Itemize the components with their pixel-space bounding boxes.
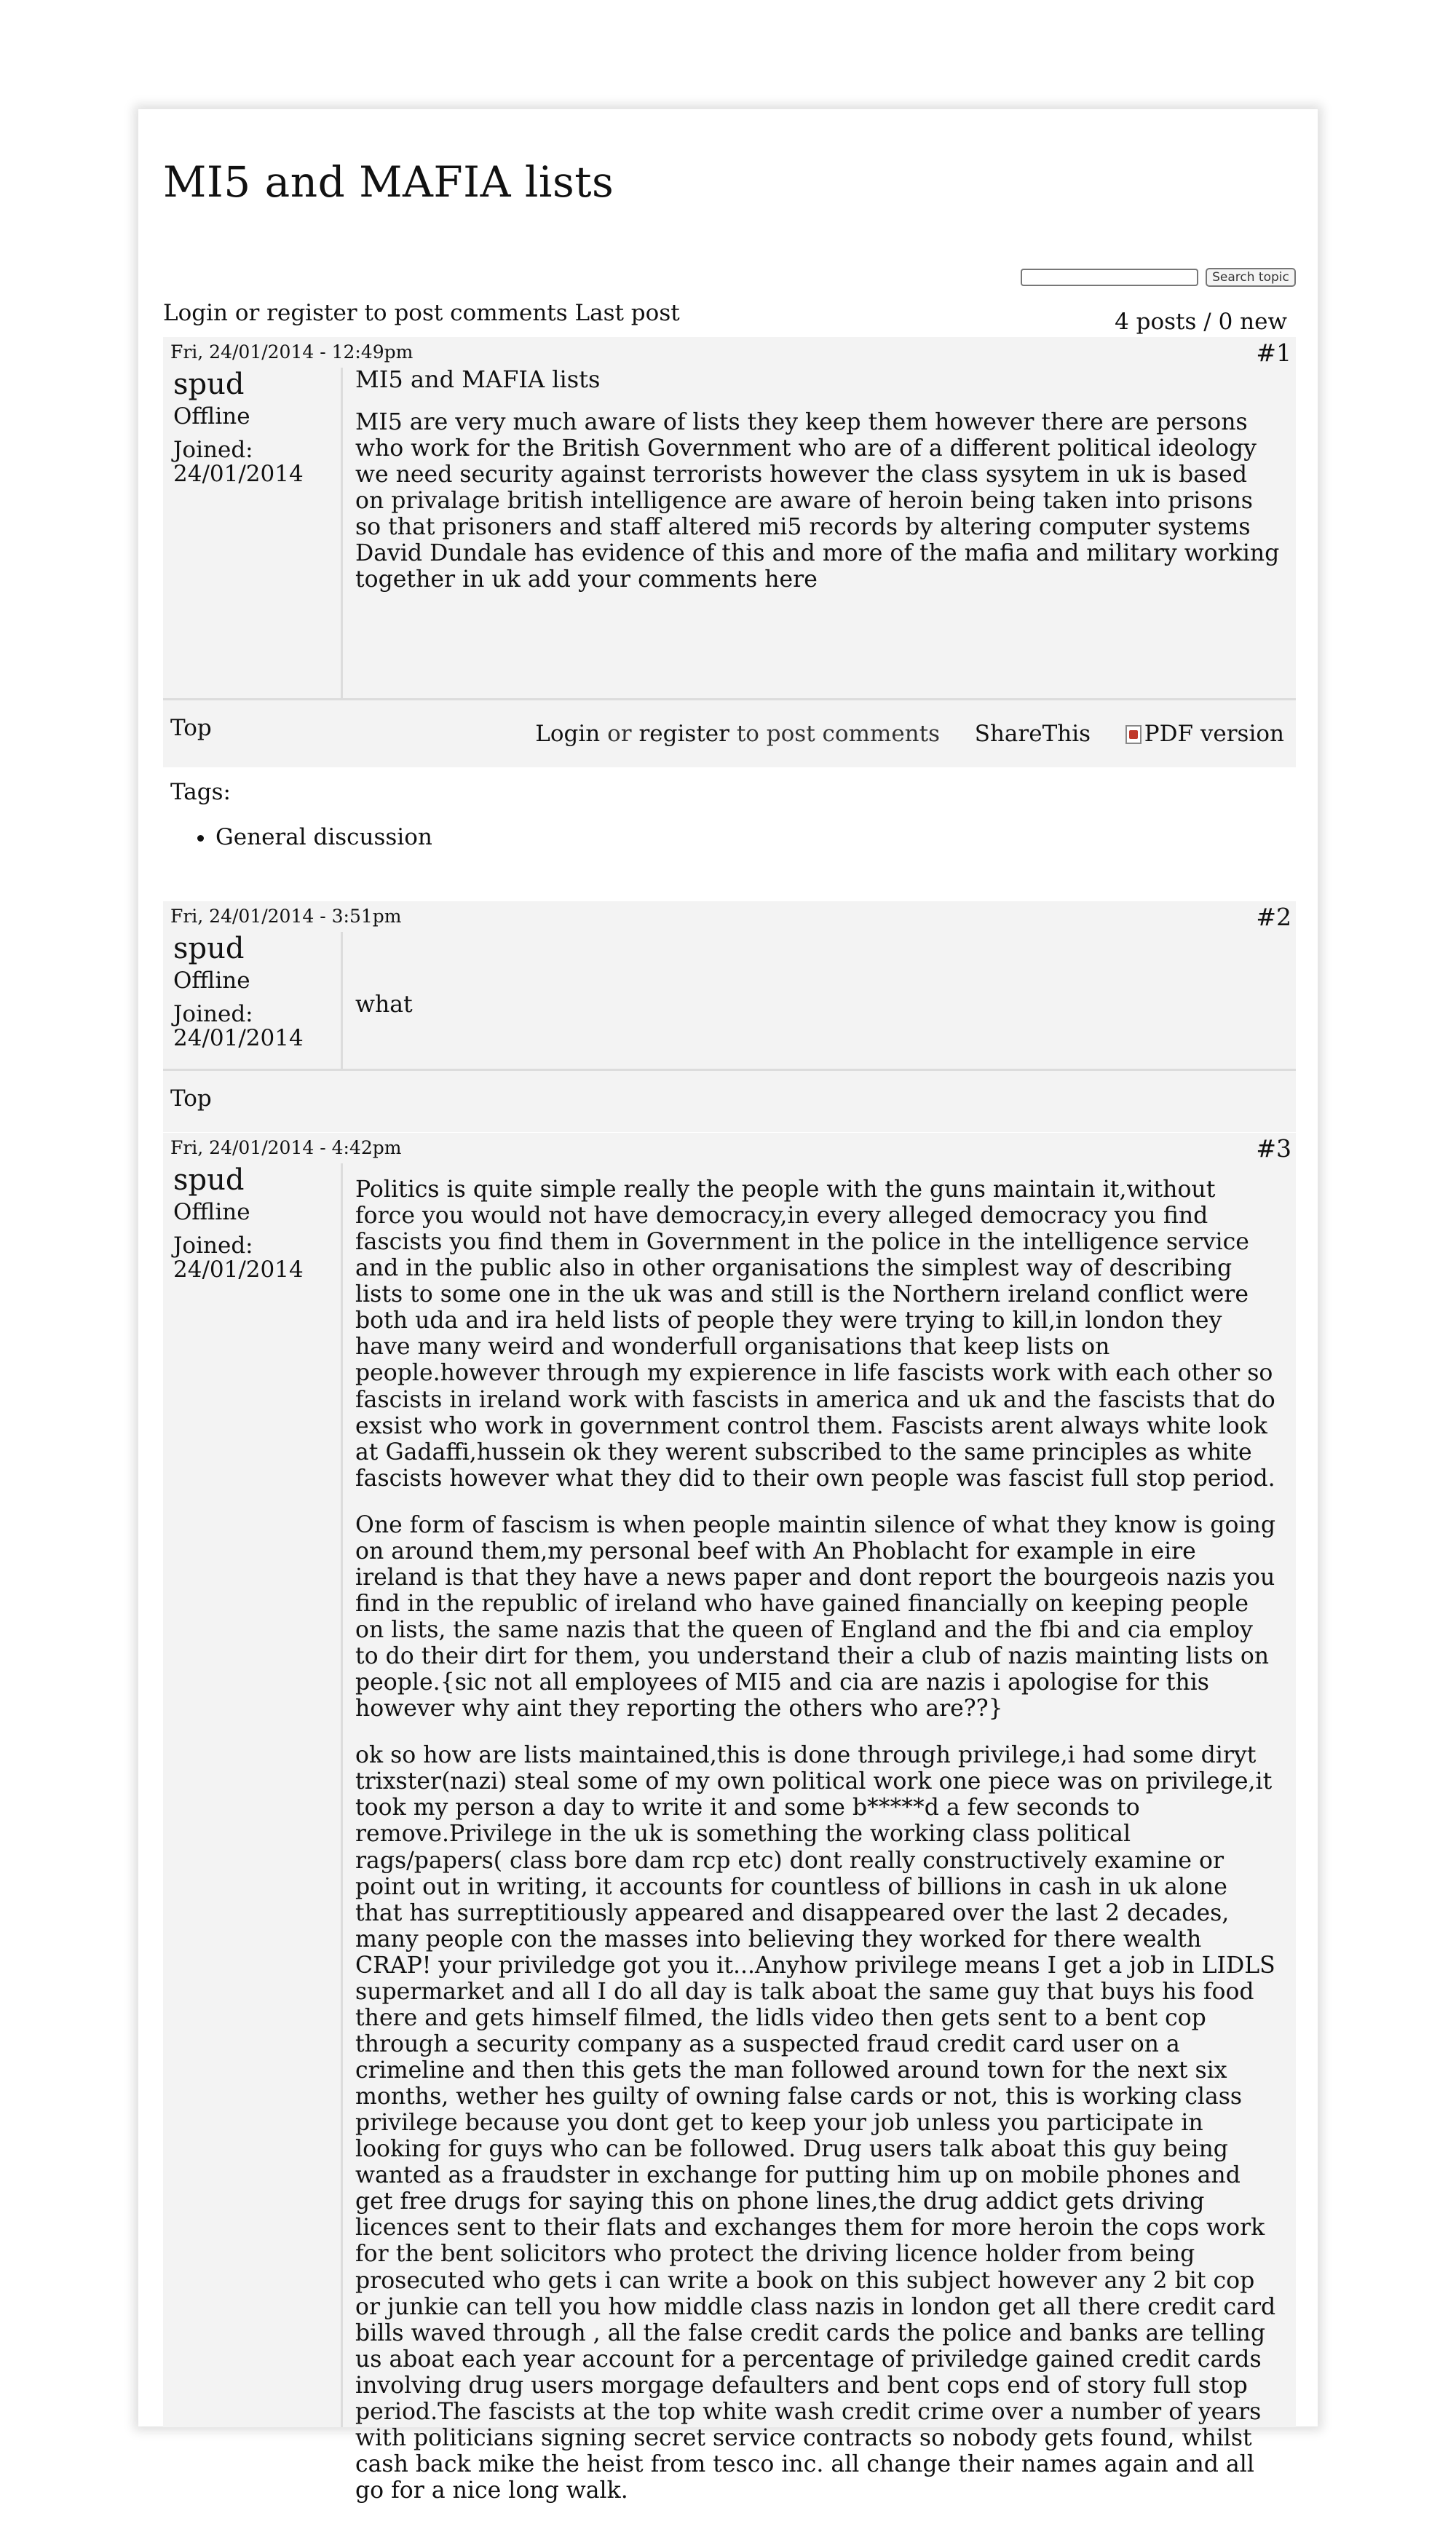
pdf-icon[interactable] (1125, 725, 1142, 744)
joined-label: Joined: (173, 1232, 253, 1259)
post-number[interactable]: #3 (1256, 1134, 1291, 1163)
joined-date: 24/01/2014 (173, 461, 304, 488)
author-name[interactable]: spud (173, 1163, 245, 1197)
post-title: MI5 and MAFIA lists (355, 365, 601, 393)
top-link[interactable]: Top (170, 715, 212, 741)
joined-label: Joined: (173, 436, 253, 463)
tags-label: Tags: (170, 779, 231, 805)
post-2-footer (163, 1069, 1296, 1132)
joined-date: 24/01/2014 (173, 1257, 304, 1283)
post-1 (163, 337, 1296, 698)
post-body (355, 366, 1280, 613)
search-topic-button[interactable]: Search topic (1206, 268, 1296, 287)
post-count: 4 posts / 0 new (1115, 309, 1287, 335)
post-links (535, 721, 1284, 747)
author-status: Offline (173, 403, 250, 430)
pdf-version-link[interactable]: PDF version (1144, 721, 1284, 747)
post-1-footer (163, 698, 1296, 767)
author-name[interactable]: spud (173, 368, 245, 401)
post-date: Fri, 24/01/2014 - 4:42pm (170, 1137, 402, 1158)
author-status: Offline (173, 968, 250, 994)
page-title: MI5 and MAFIA lists (163, 157, 614, 207)
topic-header-row (163, 300, 1296, 335)
post-paragraph: One form of fascism is when people maintin silence of what they know is going on around them,my personal beef with An Phoblacht for example in eire ireland is that they have a news paper and dont report the bourgeois nazis you find in the republic of ireland who have gained financially on keeping people on lists, the same nazis that the queen of England and the fbi and cia employ to do their dirt for them, you understand their a club of nazis mainting lists on people.{sic not all employees of MI5 and cia are nazis i apologise for this however why aint they reporting the others who are??} (355, 1511, 1275, 1722)
login-register-text[interactable]: Login or register to post comments Last post (163, 300, 680, 326)
to-post-text: to post comments (736, 721, 941, 747)
joined-label: Joined: (173, 1000, 253, 1027)
post-number[interactable]: #1 (1256, 339, 1291, 367)
post-paragraph: what (355, 992, 413, 1018)
post-author (173, 1165, 341, 1283)
post-paragraph: Politics is quite simple really the people with the guns maintain it,without force you would not have democracy,in every alleged democracy you find fascists you find them in Government in the police in the intelligence service and in the public also in other organisations the simplest way of describing lists to some one in the uk was and still is the Northern ireland conflict were both uda and ira held lists of people they were trying to kill,in london they have many weird and wonderfull organisations that keep lists on people.however through my expierence in life fascists work with each other so fascists in ireland work with fascists in america and uk and the fascists that do exsist who work in government control them. Fascists arent always white look at Gadaffi,hussein ok they werent subscribed to the same principles as white fascists however what they did to their own people was fascist full stop period. (355, 1176, 1275, 1492)
post-body (355, 992, 1280, 1038)
author-status: Offline (173, 1199, 250, 1226)
post-date: Fri, 24/01/2014 - 12:49pm (170, 341, 414, 363)
login-link[interactable]: Login (535, 721, 601, 747)
sharethis-link[interactable]: ShareThis (974, 721, 1091, 747)
post-2 (163, 901, 1296, 1069)
post-paragraph: ok so how are lists maintained,this is done through privilege,i had some diryt trixster(nazi) steal some of my own political work one piece was on privilege,it took my person a day to write it and some b*****d a few seconds to remove.Privilege in the uk is something the working class political rags/papers( class bore dam rcp etc) dont really constructively examine or point out in writing, it accounts for countless of billions in cash in uk alone that has surreptitiously appeared and disappeared over the last 2 decades, many people con the masses into believing they worked for there wealth CRAP! your priviledge got you it...Anyhow privilege means I get a job in LIDLS supermarket and all I do all day is talk aboat the same guy that buys his food there and gets himself filmed, the lidls video then gets sent to a bent cop through a security company as a suspected fraud credit card user on a crimeline and then this gets the man followed around town for the next six months, wether hes guilty of owning false cards or not, this is working class privilege because you dont get to keep your job unless you participate in looking for guys who can be followed. Drug users talk aboat this guy being wanted as a fraudster in exchange for putting him up on mobile phones and get free drugs for saying this on phone lines,the drug addict gets driving licences sent to their flats and exchanges them for more heroin the cops work for the bent solicitors who protect the driving licence holder from being prosecuted who gets i can write a book on this subject however any 2 bit cop or junkie can tell you how middle class nazis in london get all there credit card bills waved through , all the false credit cards the police and banks are telling us aboat each year account for a percentage of priviledge gained credit cards involving drug users morgage defaulters and bent cops end of story full stop period.The fascists at the top white wash credit crime over a number of years with politicians signing secret service contracts so nobody gets found, whilst cash back mike the heist from tesco inc. all change their names again and all go for a nice long walk. (355, 1742, 1276, 2504)
post-author (173, 369, 341, 487)
tags-list (170, 824, 432, 850)
post-date: Fri, 24/01/2014 - 3:51pm (170, 906, 402, 927)
post-body (355, 1176, 1280, 2524)
post-author (173, 933, 341, 1051)
search-input[interactable] (1021, 269, 1198, 286)
page (138, 109, 1318, 2504)
post-3 (163, 1133, 1296, 2504)
register-link[interactable]: register (638, 721, 729, 747)
post-divider (341, 368, 343, 698)
post-divider (341, 1163, 343, 2427)
author-name[interactable]: spud (173, 932, 245, 965)
post-number[interactable]: #2 (1256, 903, 1291, 931)
post-divider (341, 932, 343, 1069)
tags-section (170, 779, 432, 850)
search-form (1021, 268, 1296, 287)
top-link[interactable]: Top (170, 1085, 212, 1112)
tag-item[interactable]: • General discussion (215, 824, 432, 850)
post-paragraph: MI5 are very much aware of lists they keep them however there are persons who work for the British Government who are of a different political ideology we need security against terrorists however the class sysytem in uk is based on privalage british intelligence are aware of heroin being taken into prisons so that prisoners and staff altered mi5 records by altering computer systems David Dundale has evidence of this and more of the mafia and military working together in uk add your comments here (355, 408, 1280, 593)
or-text: or (607, 721, 632, 747)
joined-date: 24/01/2014 (173, 1025, 304, 1052)
